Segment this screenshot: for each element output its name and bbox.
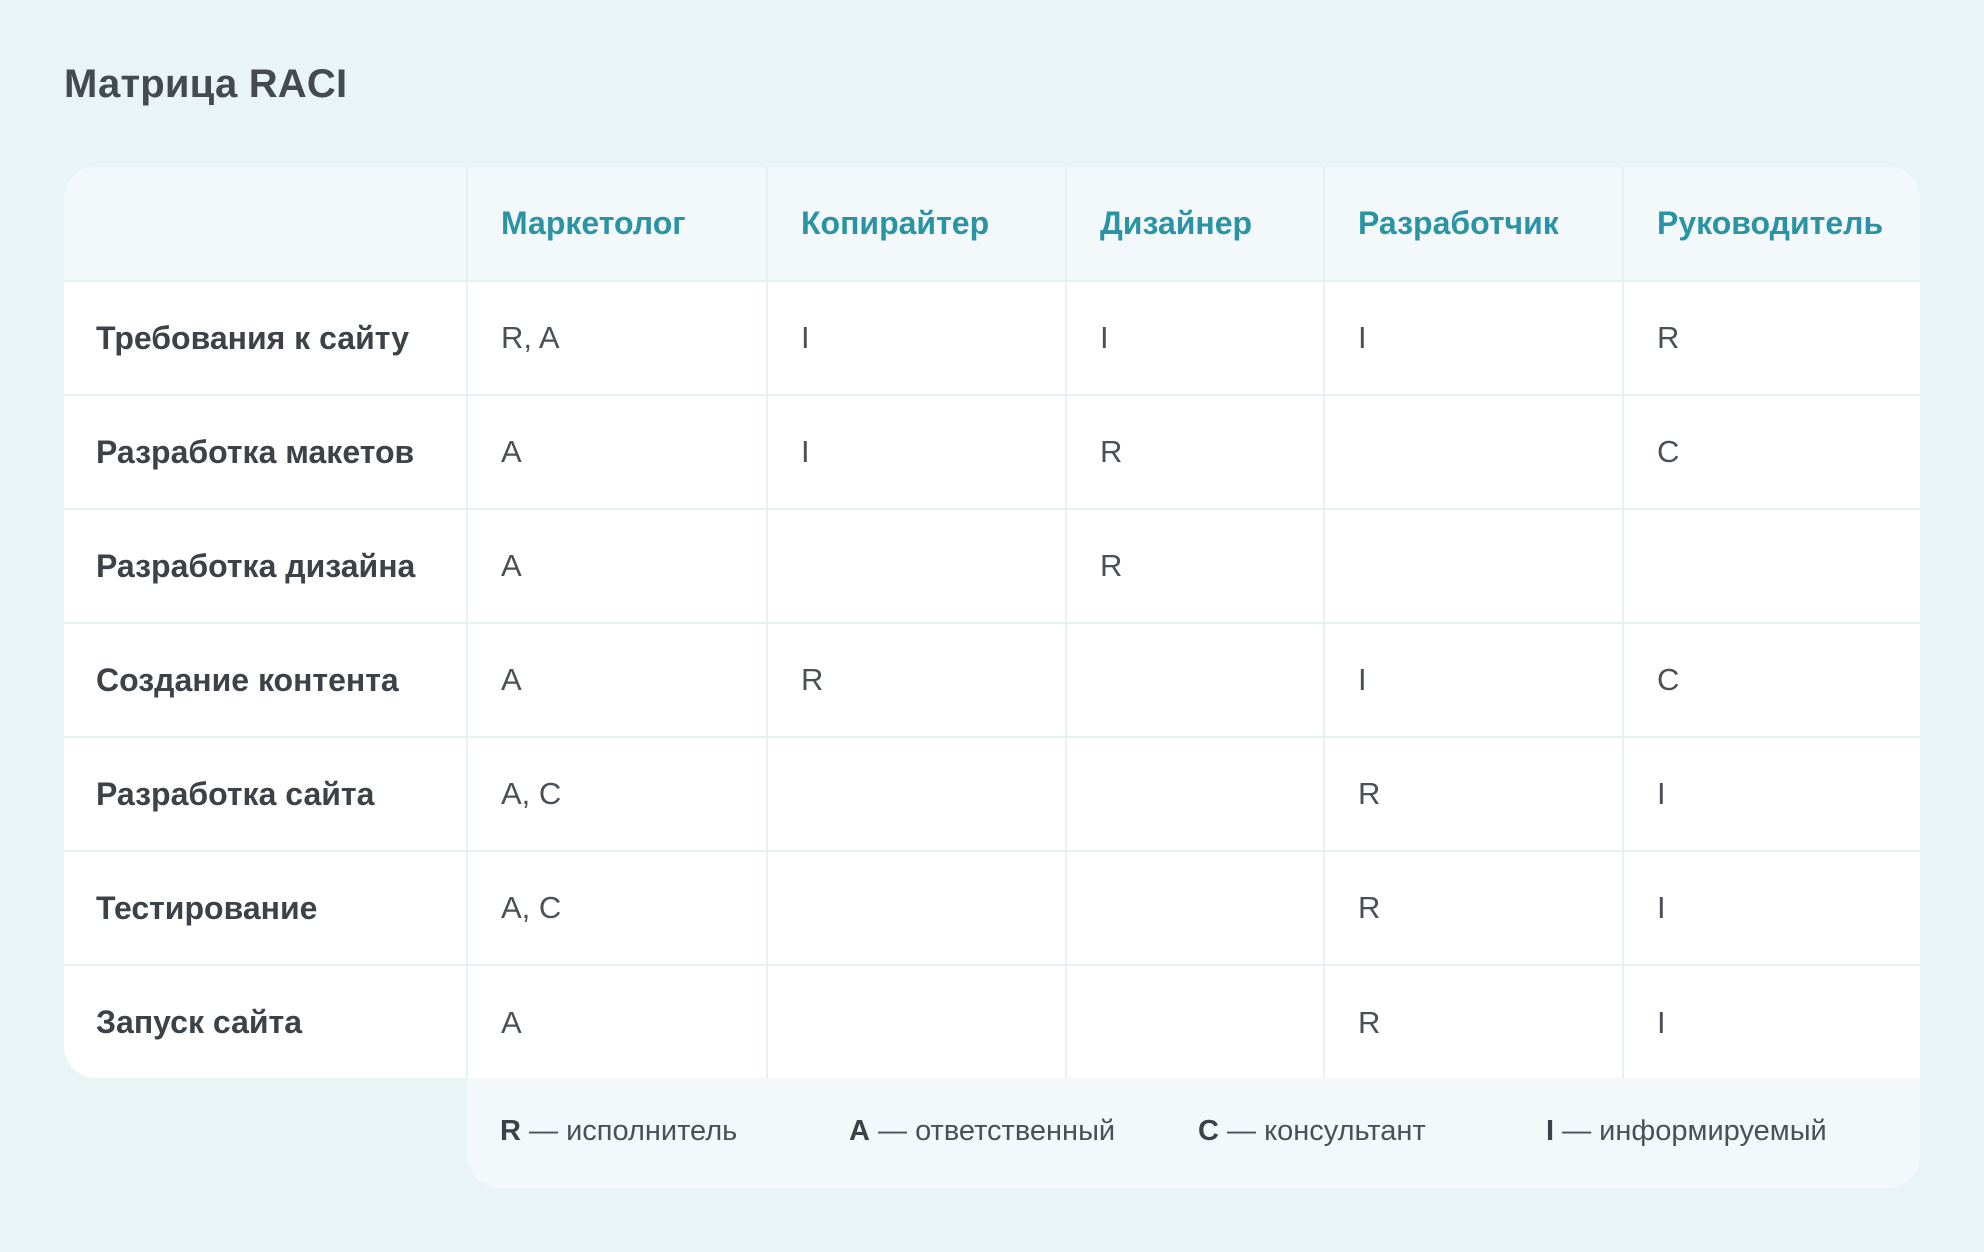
table-row <box>64 851 1920 965</box>
raci-table <box>64 167 1920 1078</box>
legend-item-responsible <box>500 1115 737 1148</box>
raci-cell: I <box>1657 1004 1666 1040</box>
table-row <box>64 281 1920 395</box>
raci-cell: I <box>1623 737 1920 851</box>
legend-text: — информируемый <box>1554 1115 1827 1147</box>
table-row <box>64 965 1920 1078</box>
raci-cell <box>767 851 1066 965</box>
task-label: Создание контента <box>64 623 467 737</box>
raci-cell: A <box>467 965 767 1078</box>
column-header: Разработчик <box>1324 167 1623 281</box>
raci-cell: R <box>767 623 1066 737</box>
legend-text: — консультант <box>1218 1115 1426 1147</box>
raci-cell: R <box>1623 281 1920 395</box>
legend-key: A <box>849 1115 870 1147</box>
raci-cell: R <box>1066 509 1324 623</box>
task-label: Разработка сайта <box>64 737 467 851</box>
raci-cell: I <box>767 395 1066 509</box>
raci-table-card <box>64 167 1920 1078</box>
raci-legend <box>467 1078 1920 1188</box>
legend-key: C <box>1198 1115 1219 1147</box>
table-header-row <box>64 167 1920 281</box>
legend-key: I <box>1546 1115 1555 1147</box>
legend-item-consulted <box>1198 1115 1426 1148</box>
column-header: Дизайнер <box>1066 167 1324 281</box>
raci-cell <box>767 509 1066 623</box>
raci-cell: I <box>1623 851 1920 965</box>
legend-text: — исполнитель <box>520 1115 738 1147</box>
raci-cell: C <box>1623 623 1920 737</box>
raci-cell: A, C <box>467 737 767 851</box>
task-label: Разработка макетов <box>64 395 467 509</box>
table-row <box>64 395 1920 509</box>
raci-cell: R <box>1324 851 1623 965</box>
raci-cell <box>1324 395 1623 509</box>
raci-cell: R <box>1324 965 1623 1078</box>
task-label: Разработка дизайна <box>64 509 467 623</box>
raci-cell: A <box>467 509 767 623</box>
header-corner-cell <box>64 167 467 281</box>
raci-cell: I <box>1066 281 1324 395</box>
raci-cell: I <box>1324 623 1623 737</box>
raci-cell: C <box>1623 395 1920 509</box>
column-header: Руководитель <box>1623 167 1920 281</box>
raci-cell <box>1066 965 1324 1078</box>
column-header: Копирайтер <box>767 167 1066 281</box>
task-label: Запуск сайта <box>64 965 467 1078</box>
raci-cell <box>1623 509 1920 623</box>
raci-cell: A <box>467 623 767 737</box>
legend-text: — ответственный <box>869 1115 1116 1147</box>
legend-item-accountable <box>849 1115 1115 1148</box>
raci-cell <box>1066 623 1324 737</box>
table-row <box>64 737 1920 851</box>
legend-item-informed <box>1546 1115 1827 1148</box>
raci-cell: I <box>1324 281 1623 395</box>
raci-cell: R <box>1324 737 1623 851</box>
raci-cell <box>767 737 1066 851</box>
raci-cell <box>1324 509 1623 623</box>
raci-cell: A <box>467 395 767 509</box>
raci-cell: I <box>767 281 1066 395</box>
raci-cell <box>767 965 1066 1078</box>
table-row <box>64 509 1920 623</box>
raci-cell: A, C <box>467 851 767 965</box>
raci-cell: R <box>1066 395 1324 509</box>
table-row <box>64 623 1920 737</box>
legend-key: R <box>500 1115 521 1147</box>
task-label: Требования к сайту <box>64 281 467 395</box>
page-title: Матрица RACI <box>64 62 348 106</box>
raci-cell <box>1066 737 1324 851</box>
task-label: Тестирование <box>64 851 467 965</box>
raci-cell: R, A <box>467 281 767 395</box>
raci-cell <box>1066 851 1324 965</box>
column-header: Маркетолог <box>467 167 767 281</box>
